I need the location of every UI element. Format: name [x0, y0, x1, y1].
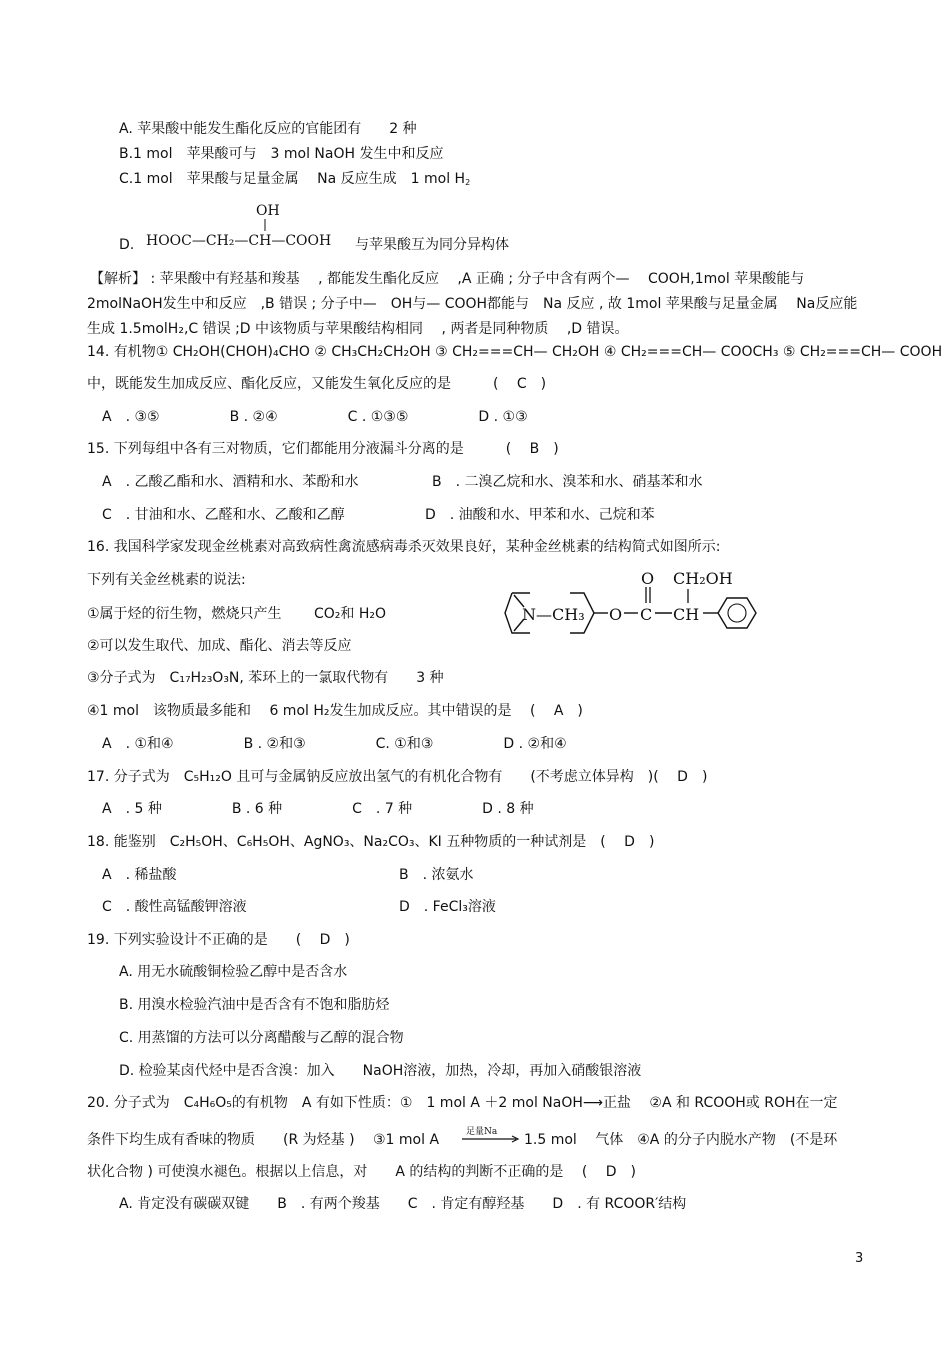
q14-stem-2: 中，既能发生加成反应、酯化反应，又能发生氧化反应的是 ( C ): [87, 376, 547, 392]
q13-option-b: B.1 mol 苹果酸可与 3 mol NaOH 发生中和反应: [119, 146, 444, 162]
q13-option-d-structure: [140, 198, 352, 258]
q13-option-d-text: 与苹果酸互为同分异构体: [355, 237, 509, 253]
q13-analysis-line1: 【解析】 : 苹果酸中有羟基和羧基 , 都能发生酯化反应 ,A 正确 ; 分子中含有两个— COOH,1mol 苹果酸能与: [90, 271, 805, 287]
q16-benzene-circle: [728, 604, 746, 622]
q19-option-d: D. 检验某卤代烃中是否含溴：加入 NaOH溶液，加热，冷却，再加入硝酸银溶液: [119, 1063, 642, 1079]
q18-stem: 18. 能鉴别 C₂H₅OH、C₆H₅OH、AgNO₃、Na₂CO₃、KI 五种物质的一种试剂是 ( D ): [87, 834, 655, 850]
q20-reaction-arrow: [460, 1124, 522, 1148]
q17-stem: 17. 分子式为 C₅H₁₂O 且可与金属钠反应放出氢气的有机化合物有 (不考虑立体异构 )( D ): [87, 769, 708, 785]
q16-statement-1: ①属于烃的衍生物，燃烧只产生 CO₂和 H₂O: [87, 606, 387, 622]
q16-stem: 16. 我国科学家发现金丝桃素对高致病性禽流感病毒杀灭效果良好，某种金丝桃素的结构简式如图所示:: [87, 539, 721, 555]
q13-option-c: [119, 170, 470, 192]
q14-stem: 14. 有机物① CH₂OH(CHOH)₄CHO ② CH₃CH₂CH₂OH ③ CH₂===CH— CH₂OH ④ CH₂===CH— COOCH₃ ⑤ CH₂===CH— COOH: [87, 344, 943, 360]
q16-intro: 下列有关金丝桃素的说法:: [87, 572, 246, 588]
q13-analysis-line2: 2molNaOH发生中和反应 ,B 错误 ; 分子中— OH与— COOH都能与 Na 反应 , 故 1mol 苹果酸与足量金属 Na反应能: [87, 296, 858, 312]
q16-statement-2: ②可以发生取代、加成、酯化、消去等反应: [87, 638, 352, 654]
q13-option-c-sub: 2: [465, 178, 471, 187]
page-number: 3: [855, 1251, 864, 1266]
q16-struct-ch2oh: CH₂OH: [673, 569, 733, 588]
q13-option-c-text: C.1 mol 苹果酸与足量金属 Na 反应生成 1 mol H: [119, 171, 466, 187]
q20-stem-line2a: 条件下均生成有香味的物质 (R 为烃基 ) ③1 mol A: [87, 1132, 440, 1148]
q18-option-b: B . 浓氨水: [399, 867, 474, 883]
q19-option-c: C. 用蒸馏的方法可以分离醋酸与乙醇的混合物: [119, 1030, 404, 1046]
q16-struct-o-ester: O: [609, 605, 623, 624]
q19-stem: 19. 下列实验设计不正确的是 ( D ): [87, 932, 350, 948]
q13-structure-oh: OH: [256, 203, 280, 219]
q17-options: A . 5 种 B . 6 种 C . 7 种 D . 8 种: [102, 801, 534, 817]
q18-option-a: A . 稀盐酸: [102, 867, 177, 883]
q20-stem-line2b: 1.5 mol 气体 ④A 的分子内脱水产物 (不是环: [524, 1132, 838, 1148]
q15-option-b: B . 二溴乙烷和水、溴苯和水、硝基苯和水: [432, 474, 703, 490]
q16-benzene-ring: [718, 598, 756, 628]
q18-option-d: D . FeCl₃溶液: [399, 899, 496, 915]
q16-options: A . ①和④ B . ②和③ C. ①和③ D . ②和④: [102, 736, 567, 752]
q15-option-a: A . 乙酸乙酯和水、酒精和水、苯酚和水: [102, 474, 359, 490]
q15-option-c: C . 甘油和水、乙醛和水、乙酸和乙醇: [102, 507, 345, 523]
q19-option-a: A. 用无水硫酸铜检验乙醇中是否含水: [119, 964, 348, 980]
q16-struct-ch: CH: [673, 605, 700, 624]
q16-struct-n: N—CH₃: [522, 605, 585, 624]
q18-option-c: C . 酸性高锰酸钾溶液: [102, 899, 247, 915]
q20-options: A. 肯定没有碳碳双键 B . 有两个羧基 C . 肯定有醇羟基 D . 有 RCOOR′结构: [119, 1196, 687, 1212]
q13-analysis-line3: 生成 1.5molH₂,C 错误 ;D 中该物质与苹果酸结构相同 , 两者是同种物质 ,D 错误。: [87, 321, 629, 337]
q13-option-a: A. 苹果酸中能发生酯化反应的官能团有 2 种: [119, 121, 417, 137]
q16-statement-4: ④1 mol 该物质最多能和 6 mol H₂发生加成反应。其中错误的是 ( A ): [87, 703, 583, 719]
q16-statement-3: ③分子式为 C₁₇H₂₃O₃N, 苯环上的一氯取代物有 3 种: [87, 670, 444, 686]
q15-stem: 15. 下列每组中各有三对物质，它们都能用分液漏斗分离的是 ( B ): [87, 441, 559, 457]
q16-struct-c: C: [640, 605, 653, 624]
q13-option-d-label: D.: [119, 237, 135, 253]
q13-structure-formula: HOOC—CH₂—CH—COOH: [146, 233, 332, 249]
q19-option-b: B. 用溴水检验汽油中是否含有不饱和脂肪烃: [119, 997, 390, 1013]
q20-stem-line3: 状化合物 ) 可使溴水褪色。根据以上信息，对 A 的结构的判断不正确的是 ( D ): [87, 1164, 636, 1180]
q20-arrow-label: 足量Na: [466, 1127, 498, 1137]
q14-options: A . ③⑤ B . ②④ C . ①③⑤ D . ①③: [102, 409, 528, 425]
q15-option-d: D . 油酸和水、甲苯和水、己烷和苯: [425, 507, 655, 523]
q16-struct-o: O: [641, 569, 655, 588]
q20-stem-line1: 20. 分子式为 C₄H₆O₅的有机物 A 有如下性质：① 1 mol A ＋2 mol NaOH⟶正盐 ②A 和 RCOOH或 ROH在一定: [87, 1095, 838, 1111]
q16-structure: [500, 565, 770, 640]
